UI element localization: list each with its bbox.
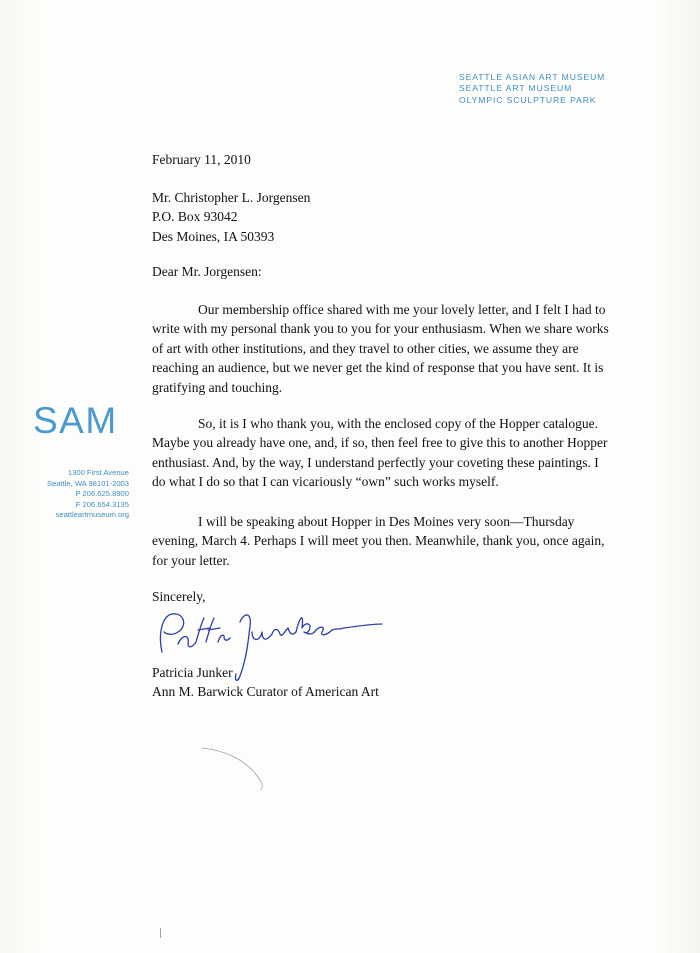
letter-date: February 11, 2010 — [152, 152, 251, 167]
paragraph-line: Our membership office shared with me your lovely letter, and I felt I had to — [198, 302, 606, 317]
letterhead-line-sculpture-park: OLYMPIC SCULPTURE PARK — [459, 94, 597, 105]
closing: Sincerely, — [152, 589, 206, 604]
recipient-po-box: P.O. Box 93042 — [152, 209, 238, 225]
paragraph-line: gratifying and touching. — [152, 379, 283, 395]
signer-title: Ann M. Barwick Curator of American Art — [152, 684, 379, 700]
recipient-name: Mr. Christopher L. Jorgensen — [152, 190, 311, 205]
address-fax: F 206.654.3135 — [75, 499, 129, 509]
paragraph-line: reaching an audience, but we never get the kind of response that you have sent. It is — [152, 360, 604, 376]
paragraph-line: do what I do so that I can vicariously “own” such works myself. — [152, 474, 499, 490]
recipient-city: Des Moines, IA 50393 — [152, 228, 275, 244]
letterhead-line-art-museum: SEATTLE ART MUSEUM — [459, 83, 573, 94]
sam-logo: SAM — [33, 400, 118, 441]
signer-block — [152, 663, 652, 702]
recipient-address — [152, 188, 652, 246]
letterhead-line-asian-art-museum: SEATTLE ASIAN ART MUSEUM — [459, 72, 606, 82]
paragraph-line: So, it is I who thank you, with the enclosed copy of the Hopper catalogue. — [198, 416, 599, 431]
address-phone: P 206.625.8900 — [75, 489, 129, 499]
stray-pen-mark — [198, 744, 268, 794]
signer-name: Patricia Junker — [152, 665, 233, 680]
paragraph-line: I will be speaking about Hopper in Des Moines very soon—Thursday — [198, 514, 575, 529]
paragraph-line: for your letter. — [152, 552, 230, 568]
paragraph-line: Maybe you already have one, and, if so, then feel free to give this to another Hopper — [152, 435, 608, 451]
paragraph-line: evening, March 4. Perhaps I will meet you then. Meanwhile, thank you, once again, — [152, 533, 605, 549]
paragraph-line: write with my personal thank you to you for your enthusiasm. When we share works — [152, 321, 609, 337]
museum-address-block — [47, 468, 129, 521]
letterhead — [459, 72, 605, 106]
address-city: Seattle, WA 98101-2003 — [46, 478, 129, 488]
paragraph-line: of art with other institutions, and they travel to other cities, we assume they are — [152, 340, 579, 356]
paragraph-2 — [152, 414, 652, 492]
paper-mark — [160, 928, 161, 938]
paragraph-1 — [152, 300, 652, 397]
address-street: 1300 First Avenue — [67, 468, 129, 477]
address-website: seattleartmuseum.org — [55, 510, 129, 520]
salutation: Dear Mr. Jorgensen: — [152, 264, 262, 279]
paragraph-3 — [152, 512, 652, 570]
paragraph-line: enthusiast. And, by the way, I understand perfectly your coveting these paintings. I — [152, 454, 599, 470]
